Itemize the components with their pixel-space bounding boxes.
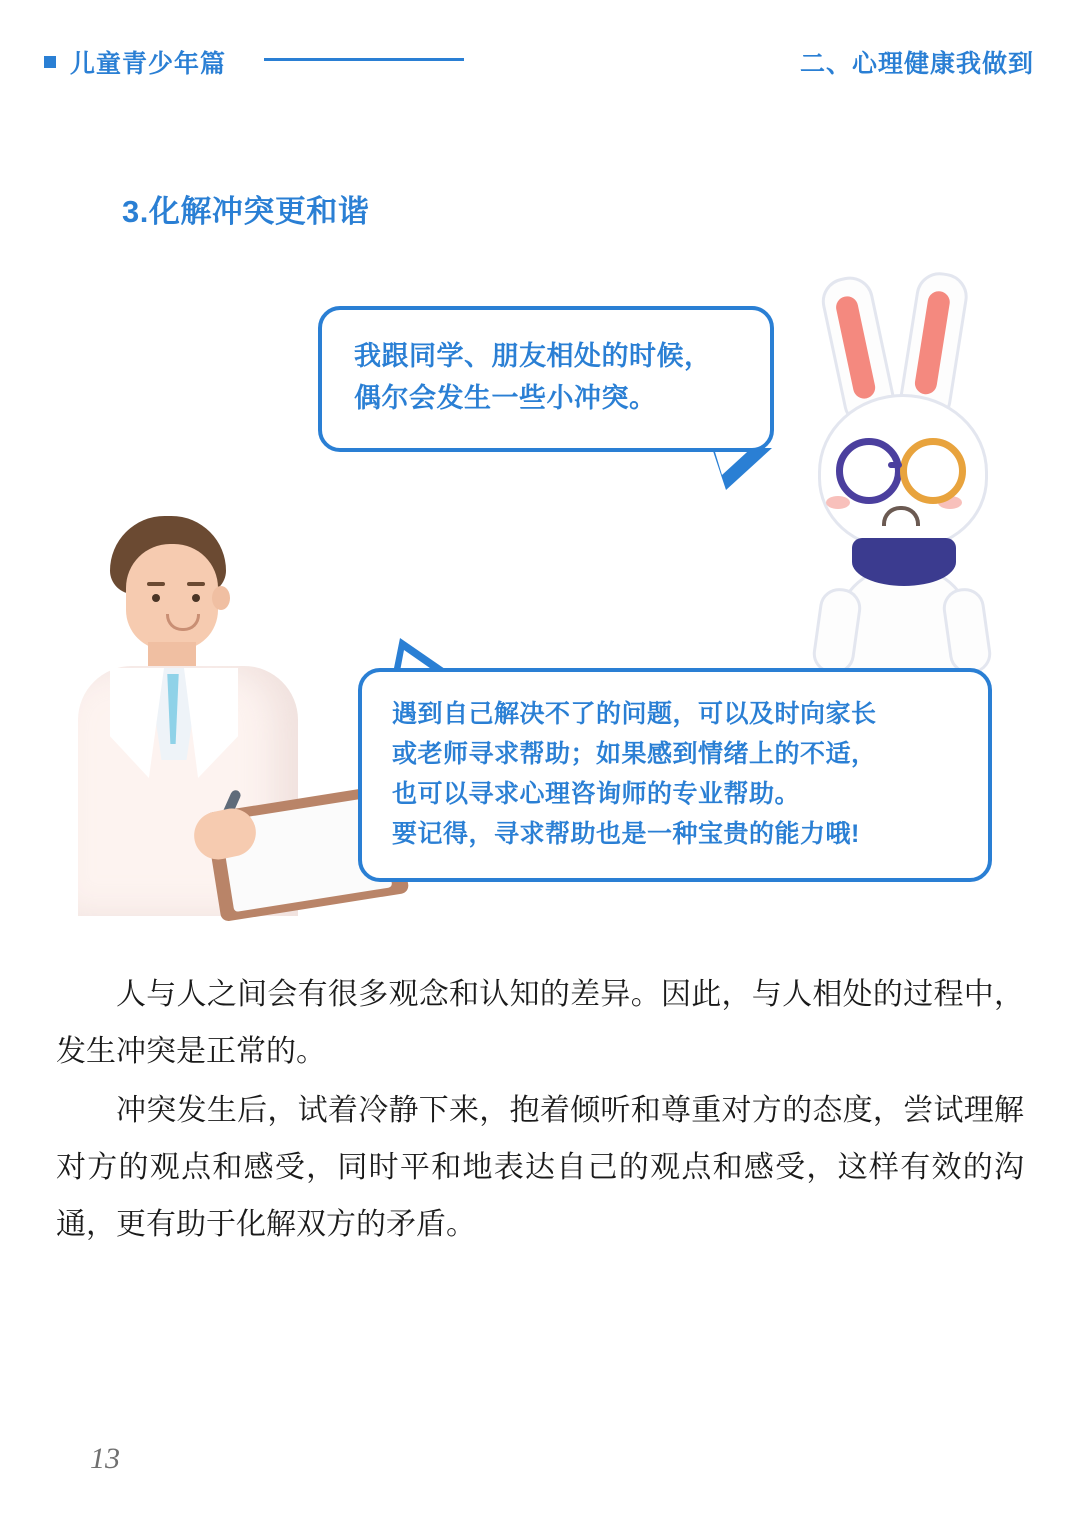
header-chapter-label: 儿童青少年篇	[70, 50, 227, 78]
speech-bubble-doctor-line-1: 遇到自己解决不了的问题，可以及时向家长	[392, 700, 877, 728]
header-section-label: 二、心理健康我做到	[799, 50, 1034, 78]
rabbit-left-cheek	[826, 496, 850, 509]
rabbit-mascot-illustration	[790, 270, 1010, 670]
speech-bubble-doctor-line-2: 或老师寻求帮助；如果感到情绪上的不适，	[392, 740, 877, 768]
glasses-bridge-icon	[888, 462, 902, 468]
body-text	[56, 966, 1024, 1255]
page-number: 13	[90, 1442, 120, 1475]
glasses-right-lens-icon	[900, 438, 966, 504]
speech-bubble-doctor-line-4: 要记得，寻求帮助也是一种宝贵的能力哦!	[392, 820, 860, 848]
doctor-face	[126, 544, 218, 650]
doctor-left-eyebrow	[147, 582, 165, 586]
header-divider-line	[264, 58, 464, 61]
doctor-right-eyebrow	[187, 582, 205, 586]
page-header	[0, 44, 1080, 86]
body-paragraph-1: 人与人之间会有很多观念和认知的差异。因此，与人相处的过程中，发生冲突是正常的。	[56, 978, 1024, 1068]
glasses-left-lens-icon	[836, 438, 902, 504]
header-left-group	[44, 44, 464, 80]
speech-bubble-rabbit-line-1: 我跟同学、朋友相处的时候，	[354, 341, 712, 371]
speech-bubble-rabbit	[318, 306, 774, 452]
speech-bubble-rabbit-line-2: 偶尔会发生一些小冲突。	[354, 382, 657, 413]
doctor-ear	[212, 586, 230, 610]
page-title: 3.化解冲突更和谐	[122, 194, 370, 229]
body-paragraph-2: 冲突发生后，试着冷静下来，抱着倾听和尊重对方的态度，尝试理解对方的观点和感受，同时平和地表达自己的观点和感受，这样有效的沟通，更有助于化解双方的矛盾。	[56, 1094, 1024, 1241]
speech-bubble-doctor	[358, 668, 992, 882]
doctor-illustration	[74, 510, 404, 910]
doctor-right-eye	[192, 594, 200, 602]
illustration-area	[0, 250, 1080, 910]
square-bullet-icon	[44, 56, 56, 68]
doctor-left-eye	[152, 594, 160, 602]
speech-bubble-doctor-line-3: 也可以寻求心理咨询师的专业帮助。	[392, 780, 801, 808]
rabbit-scarf	[852, 538, 956, 586]
